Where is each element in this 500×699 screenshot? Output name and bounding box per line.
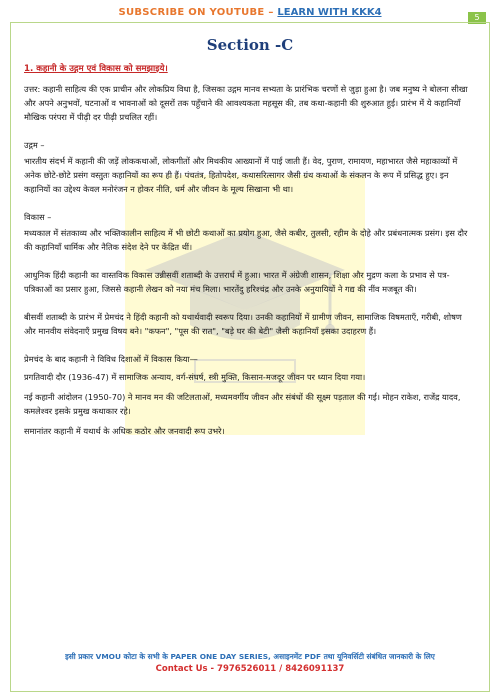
section-title: Section -C [206,36,294,54]
main-content [24,38,476,438]
development-paragraph-3: बीसवीं शताब्दी के प्रारंभ में प्रेमचंद ने हिंदी कहानी को यथार्थवादी स्वरूप दिया। उनकी कहानियों में ग्रामीण जीवन, सामाजिक विषमताएँ, गरीबी, शोषण और मानवीय संवेदनाएँ प्रमुख विषय बने। "कफन", "पूस की रात", "बड़े घर की बेटी" जैसी कहानियाँ इसका उदाहरण हैं। [24,312,462,336]
footer-info: इसी प्रकार VMOU कोटा के सभी के PAPER ONE DAY SERIES, असाइनमेंट PDF तथा यूनिवर्सिटी संबंधित जानकारी के लिए [65,652,435,661]
page-number: 5 [468,12,486,24]
new-story-line: नई कहानी आंदोलन (1950-70) ने मानव मन की जटिलताओं, मध्यमवर्गीय जीवन और संबंधों की सूक्ष्म पड़ताल की गई। मोहन राकेश, राजेंद्र यादव, कमलेश्वर इसके प्रमुख कथाकार रहे। [24,392,461,416]
origin-paragraph: भारतीय संदर्भ में कहानी की जड़ें लोककथाओं, लोकगीतों और मिथकीय आख्यानों में पाई जाती हैं। वेद, पुराण, रामायण, महाभारत जैसे महाकाव्यों में अनेक छोटे-छोटे प्रसंग वस्तुतः कहानियों का रूप ही हैं। पंचतंत्र, हितोपदेश, कथासरित्सागर जैसी ग्रंथ कथाओं के संकलन के रूप में प्रसिद्ध हुए। इन कहानियों का उद्देश्य केवल मनोरंजन न होकर नीति, धर्म और जीवन के मूल्य सिखाना भी था। [24,156,458,194]
later-intro: प्रेमचंद के बाद कहानी ने विविध दिशाओं में विकास किया— [24,354,198,364]
origin-heading: उद्गम – [24,140,45,150]
development-paragraph-2: आधुनिक हिंदी कहानी का वास्तविक विकास उन्नीसवीं शताब्दी के उत्तरार्ध में हुआ। भारत में अंग्रेजी शासन, शिक्षा और मुद्रण कला के प्रभाव से पत्र-पत्रिकाओं का प्रसार हुआ, जिससे कहानी लेखन को नया मंच मिला। भारतेंदु हरिश्चंद्र और उनके अनुयायियों ने गद्य की नींव मजबूत की। [24,270,450,294]
contact-line[interactable]: Contact Us - 7976526011 / 8426091137 [155,664,345,674]
answer-intro: उत्तर: कहानी साहित्य की एक प्राचीन और लोकप्रिय विधा है, जिसका उद्गम मानव सभ्यता के प्रारंभिक चरणों से जुड़ा हुआ है। जब मनुष्य ने बोलना सीखा और अपने अनुभवों, घटनाओं व भावनाओं को दूसरों तक पहुँचाने की आवश्यकता महसूस की, तब कथा-कहानी की शुरुआत हुई। प्रारंभ में ये कहानियाँ मौखिक परंपरा में पीढ़ी दर पीढ़ी प्रचलित रहीं। [24,84,468,122]
development-heading: विकास – [24,212,52,222]
youtube-banner[interactable] [0,0,500,18]
development-paragraph-1: मध्यकाल में संतकाव्य और भक्तिकालीन साहित्य में भी छोटी कथाओं का प्रयोग हुआ, जैसे कबीर, तुलसी, रहीम के दोहे और प्रबंधनात्मक प्रसंग। इस दौर की कहानियाँ धार्मिक और नैतिक संदेश देने पर केंद्रित थीं। [24,228,468,252]
question-heading: 1. कहानी के उद्गम एवं विकास को समझाइये। [24,64,168,74]
parallel-story-line: समानांतर कहानी में यथार्थ के अधिक कठोर और जनवादी रूप उभरे। [24,426,225,436]
subscribe-text: SUBSCRIBE ON YOUTUBE – [118,7,278,18]
channel-link[interactable]: LEARN WITH KKK4 [277,7,382,18]
progressive-era-line: प्रगतिवादी दौर (1936-47) में सामाजिक अन्याय, वर्ग-संघर्ष, स्त्री मुक्ति, किसान-मजदूर जीवन पर ध्यान दिया गया। [24,372,366,382]
footer [0,652,500,674]
